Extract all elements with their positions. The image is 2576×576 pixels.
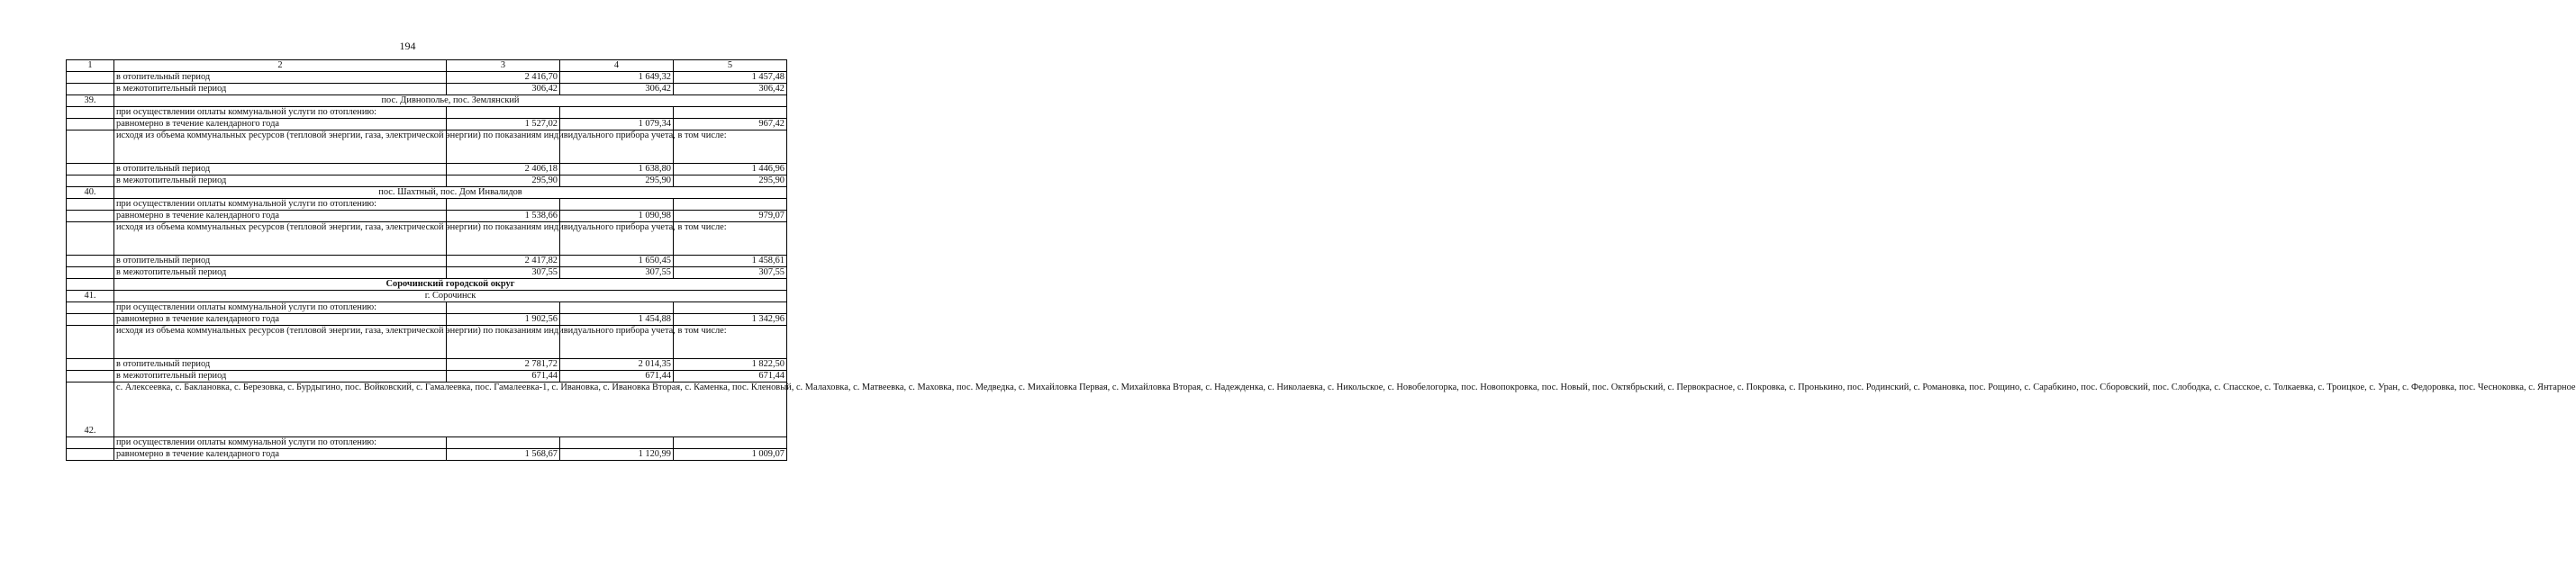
row-label: в межотопительный период bbox=[114, 267, 447, 279]
value-col4 bbox=[560, 199, 674, 211]
value-col3: 1 902,56 bbox=[447, 314, 560, 326]
row-number bbox=[67, 437, 114, 449]
value-col3: 2 417,82 bbox=[447, 256, 560, 267]
row-number bbox=[67, 164, 114, 176]
value-col4: 1 090,98 bbox=[560, 211, 674, 222]
table-row bbox=[67, 187, 787, 199]
row-label: в отопительный период bbox=[114, 164, 447, 176]
value-col5 bbox=[674, 107, 787, 119]
header-cell: 4 bbox=[560, 60, 674, 72]
row-label: равномерно в течение календарного года bbox=[114, 211, 447, 222]
row-label: исходя из объема коммунальных ресурсов (тепловой энергии, газа, электрической энергии) по показаниям индивидуального прибора учета, в том числе: bbox=[114, 326, 447, 359]
row-number: 41. bbox=[67, 291, 114, 302]
value-col4: 671,44 bbox=[560, 371, 674, 382]
table-row bbox=[67, 176, 787, 187]
row-number bbox=[67, 302, 114, 314]
table-row bbox=[67, 107, 787, 119]
row-number: 39. bbox=[67, 95, 114, 107]
table-row bbox=[67, 84, 787, 95]
value-col5: 1 457,48 bbox=[674, 72, 787, 84]
row-number bbox=[67, 211, 114, 222]
value-col5: 1 822,50 bbox=[674, 359, 787, 371]
row-number bbox=[67, 119, 114, 130]
row-label: в межотопительный период bbox=[114, 84, 447, 95]
row-number bbox=[67, 267, 114, 279]
row-label: в отопительный период bbox=[114, 359, 447, 371]
row-number: 42. bbox=[67, 382, 114, 437]
section-heading: Сорочинский городской округ bbox=[114, 279, 787, 291]
table-row bbox=[67, 449, 787, 461]
row-number bbox=[67, 130, 114, 164]
row-label: при осуществлении оплаты коммунальной услуги по отоплению: bbox=[114, 302, 447, 314]
value-col3: 307,55 bbox=[447, 267, 560, 279]
row-label: в межотопительный период bbox=[114, 176, 447, 187]
value-col4 bbox=[560, 302, 674, 314]
value-col5: 295,90 bbox=[674, 176, 787, 187]
locality-cell: с. Алексеевка, с. Баклановка, с. Березовка, с. Бурдыгино, пос. Войковский, с. Гамалеевка, пос. Гамалеевка-1, с. Ивановка, с. Ивановка Вторая, с. Каменка, пос. Кленовый, с. Малаховка, с. Матвеевка, с. Маховка, пос. Медведка, с. Михайловка Первая, с. Михайловка Вторая, с. Надежденка, с. Николаевка, с. Никольское, с. Новобелогорка, пос. Новопокровка, пос. Новый, пос. Октябрьский, с. Первокрасное, с. Покровка, с. Пронькино, пос. Родинский, с. Романовка, пос. Рощино, с. Сарабкино, пос. Сборовский, пос. Слободка, с. Спасское, с. Толкаевка, с. Троицкое, с. Уран, с. Федоровка, пос. Чесноковка, с. Янтарное bbox=[114, 382, 787, 437]
value-col3: 2 416,70 bbox=[447, 72, 560, 84]
row-label: при осуществлении оплаты коммунальной услуги по отоплению: bbox=[114, 199, 447, 211]
value-col5: 967,42 bbox=[674, 119, 787, 130]
table-row bbox=[67, 359, 787, 371]
table-row bbox=[67, 164, 787, 176]
value-col3 bbox=[447, 302, 560, 314]
row-number bbox=[67, 359, 114, 371]
row-number bbox=[67, 222, 114, 256]
table-row bbox=[67, 256, 787, 267]
header-cell: 1 bbox=[67, 60, 114, 72]
value-col5 bbox=[674, 199, 787, 211]
table-row bbox=[67, 119, 787, 130]
value-col4: 307,55 bbox=[560, 267, 674, 279]
row-label: при осуществлении оплаты коммунальной услуги по отоплению: bbox=[114, 437, 447, 449]
value-col4: 2 014,35 bbox=[560, 359, 674, 371]
table-row bbox=[67, 72, 787, 84]
row-number bbox=[67, 449, 114, 461]
value-col5: 1 446,96 bbox=[674, 164, 787, 176]
value-col4: 1 079,34 bbox=[560, 119, 674, 130]
value-col4 bbox=[560, 107, 674, 119]
header-row bbox=[67, 60, 787, 72]
row-number bbox=[67, 72, 114, 84]
table-row bbox=[67, 371, 787, 382]
page-number: 194 bbox=[399, 40, 416, 52]
locality-cell: пос. Шахтный, пос. Дом Инвалидов bbox=[114, 187, 787, 199]
table-row bbox=[67, 95, 787, 107]
table-row bbox=[67, 314, 787, 326]
row-number bbox=[67, 371, 114, 382]
row-label: равномерно в течение календарного года bbox=[114, 119, 447, 130]
value-col5: 1 342,96 bbox=[674, 314, 787, 326]
row-label: исходя из объема коммунальных ресурсов (тепловой энергии, газа, электрической энергии) по показаниям индивидуального прибора учета, в том числе: bbox=[114, 130, 447, 164]
value-col4: 1 638,80 bbox=[560, 164, 674, 176]
locality-cell: пос. Дивнополье, пос. Землянский bbox=[114, 95, 787, 107]
value-col5: 306,42 bbox=[674, 84, 787, 95]
locality-cell: г. Сорочинск bbox=[114, 291, 787, 302]
row-label: в межотопительный период bbox=[114, 371, 447, 382]
row-number bbox=[67, 199, 114, 211]
row-number bbox=[67, 107, 114, 119]
value-col5: 671,44 bbox=[674, 371, 787, 382]
value-col4: 1 649,32 bbox=[560, 72, 674, 84]
value-col4: 1 120,99 bbox=[560, 449, 674, 461]
row-label: равномерно в течение календарного года bbox=[114, 449, 447, 461]
value-col5: 1 009,07 bbox=[674, 449, 787, 461]
value-col3: 2 406,18 bbox=[447, 164, 560, 176]
row-number bbox=[67, 279, 114, 291]
row-label: в отопительный период bbox=[114, 256, 447, 267]
value-col4: 1 454,88 bbox=[560, 314, 674, 326]
row-number bbox=[67, 314, 114, 326]
value-col3: 671,44 bbox=[447, 371, 560, 382]
value-col3: 2 781,72 bbox=[447, 359, 560, 371]
value-col3: 1 527,02 bbox=[447, 119, 560, 130]
table-row bbox=[67, 199, 787, 211]
header-cell: 5 bbox=[674, 60, 787, 72]
tariff-table bbox=[66, 59, 2576, 461]
row-label: при осуществлении оплаты коммунальной услуги по отоплению: bbox=[114, 107, 447, 119]
row-label: исходя из объема коммунальных ресурсов (тепловой энергии, газа, электрической энергии) по показаниям индивидуального прибора учета, в том числе: bbox=[114, 222, 447, 256]
value-col3 bbox=[447, 437, 560, 449]
value-col5: 307,55 bbox=[674, 267, 787, 279]
table-row bbox=[67, 222, 787, 256]
table-row bbox=[67, 267, 787, 279]
row-number: 40. bbox=[67, 187, 114, 199]
value-col4: 306,42 bbox=[560, 84, 674, 95]
value-col3: 295,90 bbox=[447, 176, 560, 187]
table-row bbox=[67, 130, 787, 164]
table-row bbox=[67, 302, 787, 314]
table-row bbox=[67, 326, 787, 359]
value-col4 bbox=[560, 437, 674, 449]
header-cell: 2 bbox=[114, 60, 447, 72]
header-cell: 3 bbox=[447, 60, 560, 72]
table-row bbox=[67, 279, 787, 291]
row-number bbox=[67, 176, 114, 187]
value-col3 bbox=[447, 199, 560, 211]
value-col4: 295,90 bbox=[560, 176, 674, 187]
row-number bbox=[67, 326, 114, 359]
value-col3: 306,42 bbox=[447, 84, 560, 95]
table-row bbox=[67, 291, 787, 302]
row-label: в отопительный период bbox=[114, 72, 447, 84]
value-col5 bbox=[674, 302, 787, 314]
value-col5: 1 458,61 bbox=[674, 256, 787, 267]
value-col5: 979,07 bbox=[674, 211, 787, 222]
value-col4: 1 650,45 bbox=[560, 256, 674, 267]
value-col5 bbox=[674, 437, 787, 449]
value-col3 bbox=[447, 107, 560, 119]
row-number bbox=[67, 84, 114, 95]
table-row bbox=[67, 382, 787, 437]
table-row bbox=[67, 437, 787, 449]
row-number bbox=[67, 256, 114, 267]
value-col3: 1 568,67 bbox=[447, 449, 560, 461]
table-row bbox=[67, 211, 787, 222]
row-label: равномерно в течение календарного года bbox=[114, 314, 447, 326]
value-col3: 1 538,66 bbox=[447, 211, 560, 222]
